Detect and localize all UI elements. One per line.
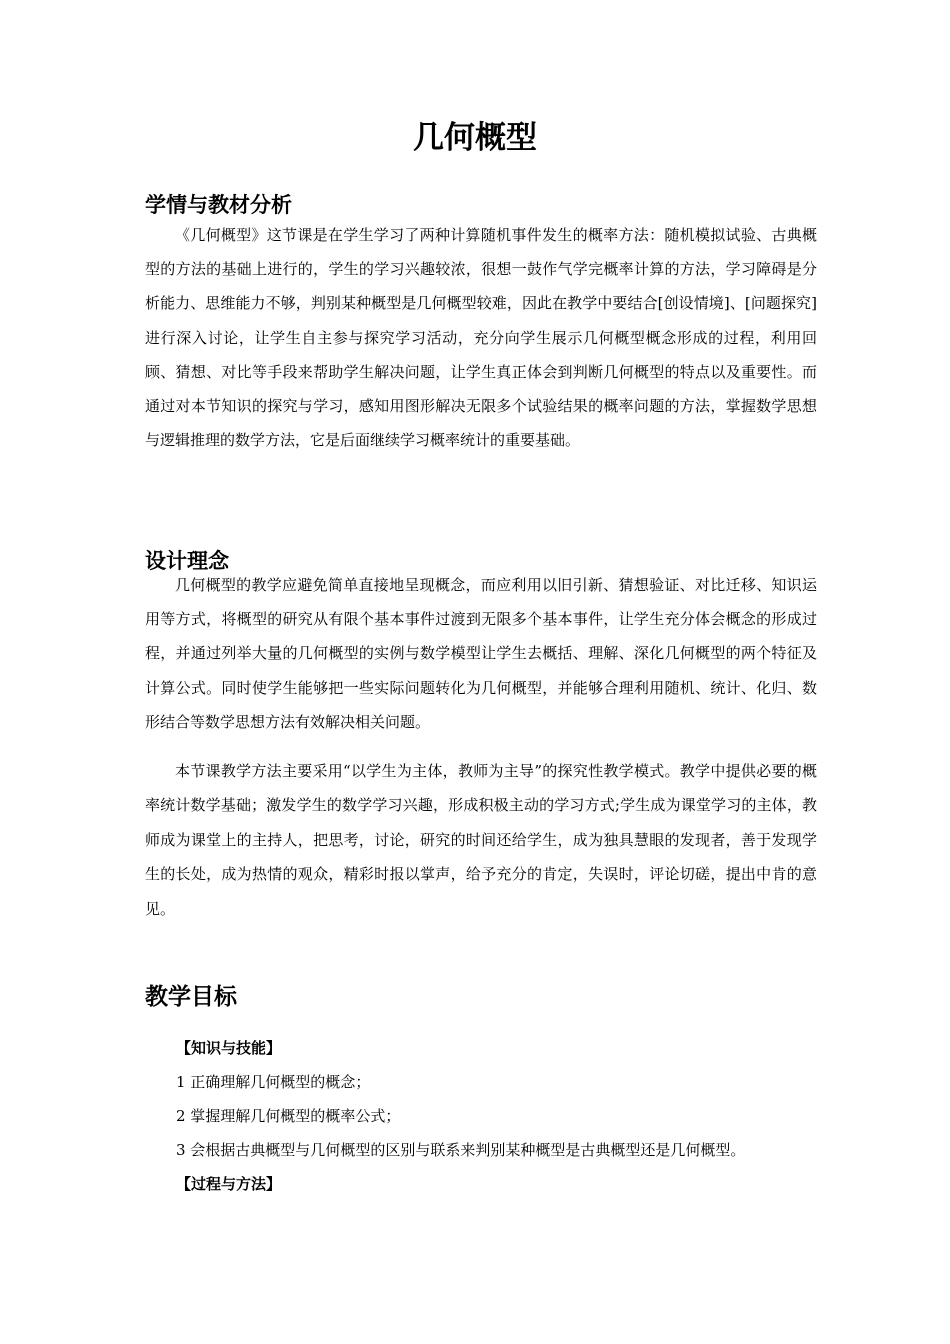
subsection-label-process: 【过程与方法】 (176, 1175, 282, 1193)
section-heading-objectives: 教学目标 (145, 984, 237, 1010)
objective-item: 2 掌握理解几何概型的概率公式； (176, 1107, 401, 1125)
objective-item: 1 正确理解几何概型的概念； (176, 1073, 371, 1091)
section-heading-design: 设计理念 (145, 549, 229, 573)
subsection-label-knowledge: 【知识与技能】 (176, 1039, 282, 1057)
design-paragraph-2: 本节课教学方法主要采用“以学生为主体，教师为主导”的探究性教学模式。教学中提供必要的概率统计数学基础；激发学生的数学学习兴趣，形成积极主动的学习方式;学生成为课堂学习的主体，教师成为课堂上的主持人，把思考，讨论，研究的时间还给学生，成为独具慧眼的发现者，善于发现学生的长处，成为热情的观众，精彩时报以掌声，给予充分的肯定，失误时，评论切磋，提出中肯的意见。 (145, 762, 817, 918)
section-heading-analysis: 学情与教材分析 (145, 193, 292, 217)
analysis-paragraph: 《几何概型》这节课是在学生学习了两种计算随机事件发生的概率方法：随机模拟试验、古典概型的方法的基础上进行的，学生的学习兴趣较浓，很想一鼓作气学完概率计算的方法，学习障碍是分析能力、思维能力不够，判别某种概型是几何概型较难，因此在教学中要结合[创设情境]、[问题探究]进行深入讨论，让学生自主参与探究学习活动，充分向学生展示几何概型概念形成的过程，利用回顾、猜想、对比等手段来帮助学生解决问题，让学生真正体会到判断几何概型的特点以及重要性。而通过对本节知识的探究与学习，感知用图形解决无限多个试验结果的概率问题的方法，掌握数学思想与逻辑推理的数学方法，它是后面继续学习概率统计的重要基础。 (145, 226, 817, 450)
objective-item: 3 会根据古典概型与几何概型的区别与联系来判别某种概型是古典概型还是几何概型。 (176, 1141, 746, 1159)
design-paragraph-1: 几何概型的教学应避免简单直接地呈现概念，而应利用以旧引新、猜想验证、对比迁移、知识运用等方式，将概型的研究从有限个基本事件过渡到无限多个基本事件，让学生充分体会概念的形成过程，并通过列举大量的几何概型的实例与数学模型让学生去概括、理解、深化几何概型的两个特征及计算公式。同时使学生能够把一些实际问题转化为几何概型，并能够合理利用随机、统计、化归、数形结合等数学思想方法有效解决相关问题。 (145, 576, 817, 731)
document-title: 几何概型 (413, 120, 537, 156)
